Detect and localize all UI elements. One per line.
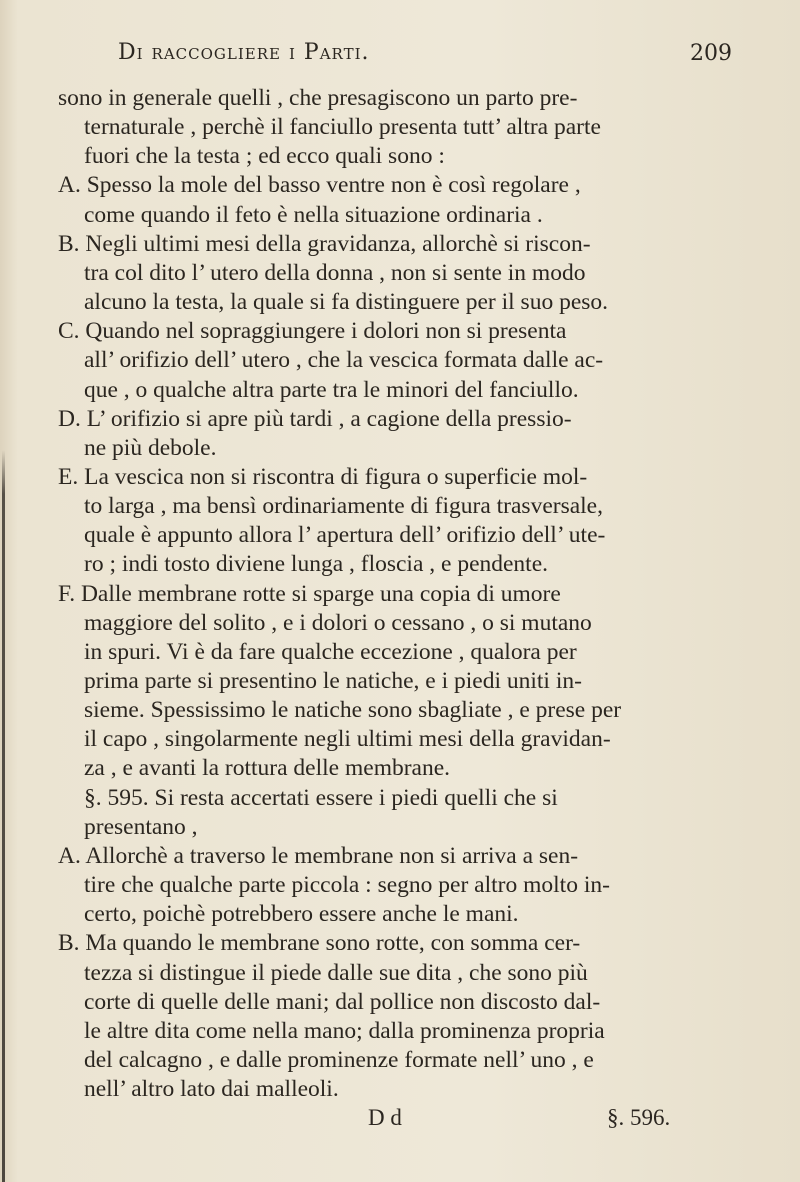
text-line: certo, poichè potrebbero essere anche le mani. xyxy=(84,901,519,928)
text-line: ternaturale , perchè il fanciullo presenta tutt’ altra parte xyxy=(84,114,601,141)
text-line: presentano , xyxy=(84,813,198,840)
text-line: fuori che la testa ; ed ecco quali sono : xyxy=(84,143,445,170)
text-line: ne più debole. xyxy=(84,434,217,461)
text-line: in spuri. Vi è da fare qualche eccezione , qualora per xyxy=(84,638,577,665)
text-line: il capo , singolarmente negli ultimi mesi della gravidan- xyxy=(84,726,611,753)
text-line: A. Allorchè a traverso le membrane non si arriva a sen- xyxy=(58,842,579,869)
text-line: prima parte si presentino le natiche, e i piedi uniti in- xyxy=(84,668,582,694)
text-line: §. 595. Si resta accertati essere i piedi quelli che si xyxy=(84,784,558,811)
text-line: all’ orifizio dell’ utero , che la vescica formata dalle ac- xyxy=(84,347,604,374)
text-line: come quando il feto è nella situazione ordinaria . xyxy=(84,201,543,228)
text-line: C. Quando nel sopraggiungere i dolori non si presenta xyxy=(58,318,567,345)
text-line: maggiore del solito , e i dolori o cessano , o si mutano xyxy=(84,609,592,636)
text-line: to larga , ma bensì ordinariamente di figura trasversale, xyxy=(84,493,603,520)
text-line: sono in generale quelli , che presagiscono un parto pre- xyxy=(58,85,578,111)
catchword: §. 596. xyxy=(607,1105,671,1130)
binding-edge xyxy=(2,450,5,1182)
signature-mark: D d xyxy=(368,1105,402,1130)
text-line: tra col dito l’ utero della donna , non si sente in modo xyxy=(84,259,586,286)
page-header xyxy=(60,40,760,70)
text-line: sieme. Spessissimo le natiche sono sbagliate , e prese per xyxy=(84,697,622,724)
text-line: nell’ altro lato dai malleoli. xyxy=(84,1076,339,1103)
running-title: Di raccogliere i Parti. xyxy=(118,40,370,65)
text-line: le altre dita come nella mano; dalla prominenza propria xyxy=(84,1017,605,1044)
text-line: del calcagno , e dalle prominenze formate nell’ uno , e xyxy=(84,1046,594,1073)
page-footer xyxy=(0,1105,800,1135)
text-line: corte di quelle delle mani; dal pollice non discosto dal- xyxy=(84,988,601,1015)
text-line: quale è appunto allora l’ apertura dell’ orifizio dell’ ute- xyxy=(84,522,606,549)
text-line: ro ; indi tosto diviene lunga , floscia , e pendente. xyxy=(84,551,549,578)
text-line: za , e avanti la rottura delle membrane. xyxy=(84,755,451,782)
text-line: B. Ma quando le membrane sono rotte, con somma cer- xyxy=(58,930,581,957)
text-line: tezza si distingue il piede dalle sue dita , che sono più xyxy=(84,959,588,986)
text-line: D. L’ orifizio si apre più tardi , a cagione della pressio- xyxy=(58,405,572,432)
text-line: B. Negli ultimi mesi della gravidanza, allorchè si riscon- xyxy=(58,230,591,257)
text-line: A. Spesso la mole del basso ventre non è così regolare , xyxy=(58,172,581,199)
text-line: alcuno la testa, la quale si fa distinguere per il suo peso. xyxy=(84,289,609,316)
text-line: que , o qualche altra parte tra le minori del fanciullo. xyxy=(84,376,579,403)
page-number: 209 xyxy=(690,41,732,66)
text-line: F. Dalle membrane rotte si sparge una copia di umore xyxy=(58,580,561,607)
text-line: E. La vescica non si riscontra di figura o superficie mol- xyxy=(58,463,588,490)
text-line: tire che qualche parte piccola : segno per altro molto in- xyxy=(84,872,610,899)
